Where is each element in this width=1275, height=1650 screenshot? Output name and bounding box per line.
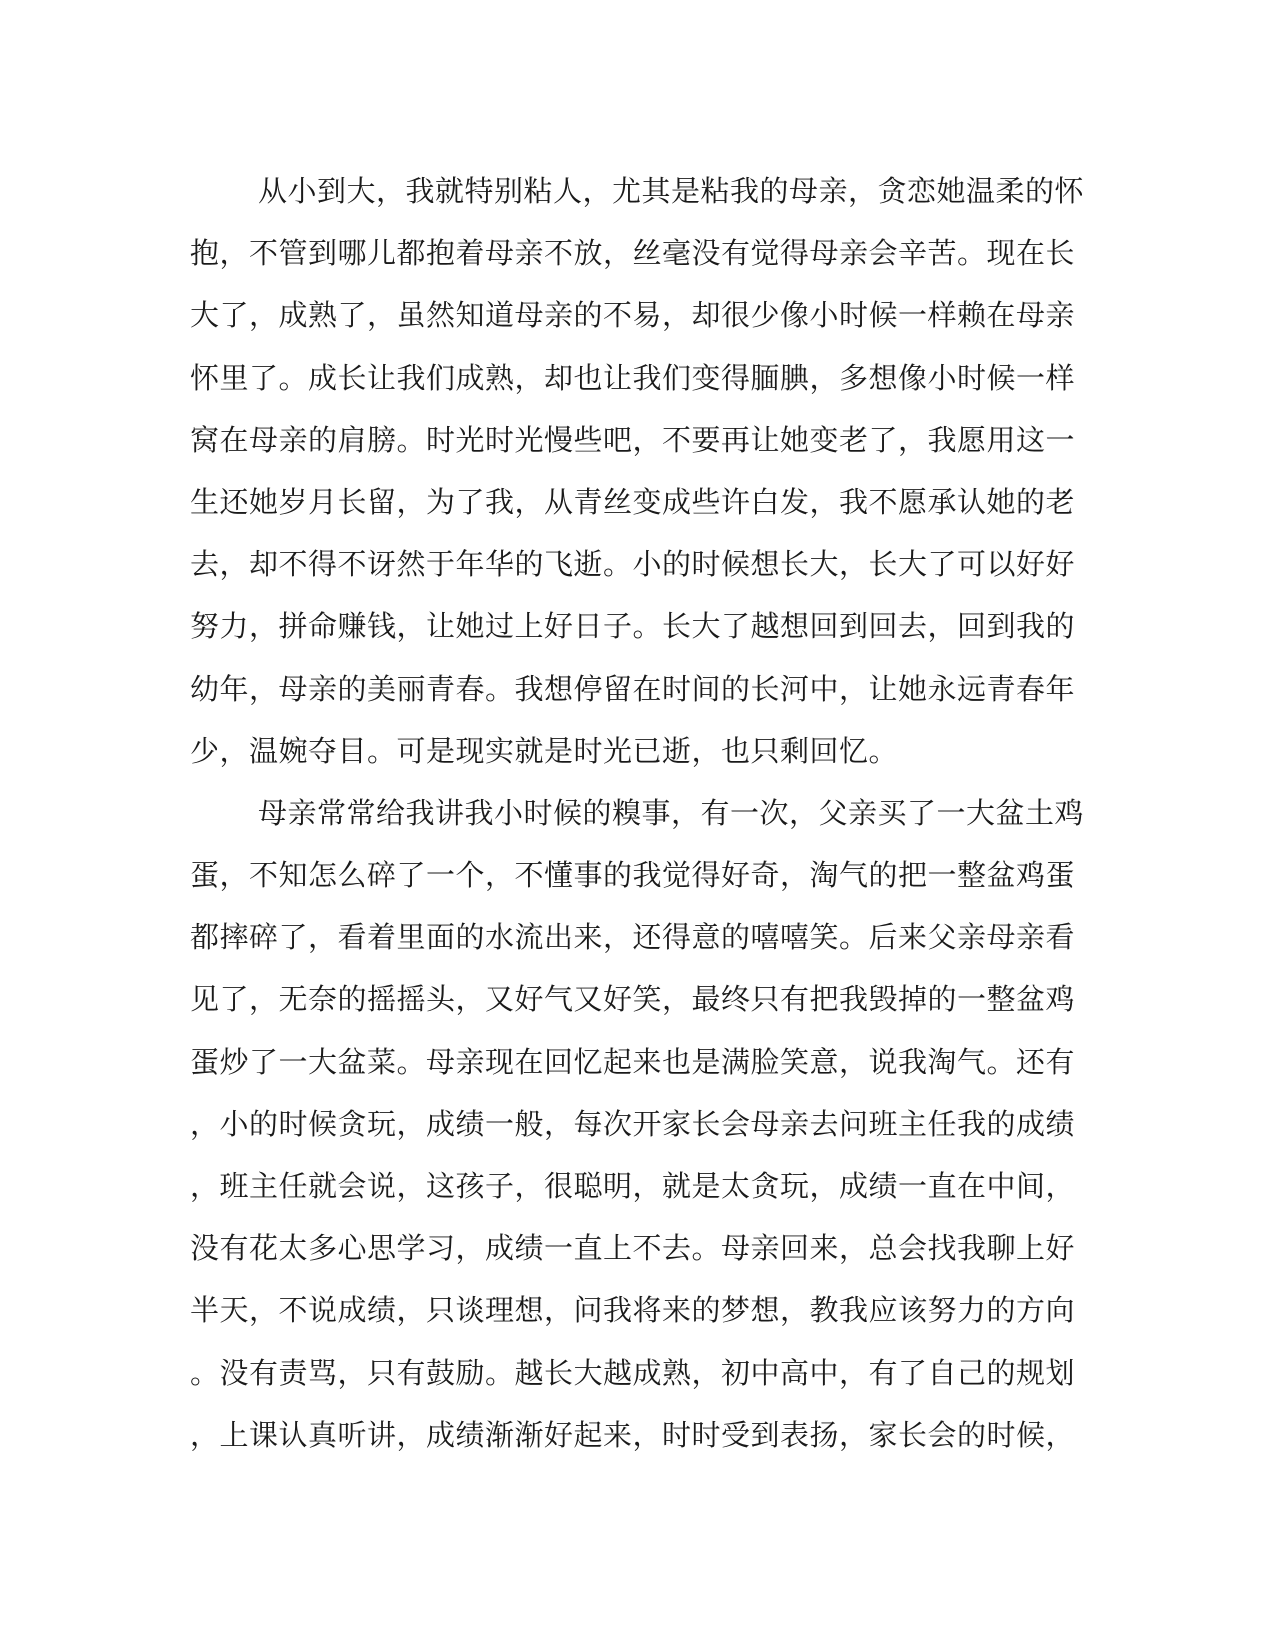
text-line: 半天，不说成绩，只谈理想，问我将来的梦想，教我应该努力的方向 xyxy=(190,1293,1076,1328)
text-line: 母亲常常给我讲我小时候的糗事，有一次，父亲买了一大盆土鸡 xyxy=(258,795,1085,830)
text-line: 努力，拼命赚钱，让她过上好日子。长大了越想回到回去，回到我的 xyxy=(190,609,1076,644)
paragraph xyxy=(190,160,1090,782)
text-line: 大了，成熟了，虽然知道母亲的不易，却很少像小时候一样赖在母亲 xyxy=(190,298,1076,333)
text-line: 蛋，不知怎么碎了一个，不懂事的我觉得好奇，淘气的把一整盆鸡蛋 xyxy=(190,858,1076,893)
paragraph xyxy=(190,782,1090,1466)
text-line: 怀里了。成长让我们成熟，却也让我们变得腼腆，多想像小时候一样 xyxy=(190,360,1076,395)
text-line: ，上课认真听讲，成绩渐渐好起来，时时受到表扬，家长会的时候， xyxy=(190,1417,1076,1452)
body-text xyxy=(190,160,1090,1466)
text-line: 幼年，母亲的美丽青春。我想停留在时间的长河中，让她永远青春年 xyxy=(190,671,1076,706)
text-line: 蛋炒了一大盆菜。母亲现在回忆起来也是满脸笑意，说我淘气。还有 xyxy=(190,1044,1076,1079)
text-line: 见了，无奈的摇摇头，又好气又好笑，最终只有把我毁掉的一整盆鸡 xyxy=(190,982,1076,1017)
text-line: 都摔碎了，看着里面的水流出来，还得意的嘻嘻笑。后来父亲母亲看 xyxy=(190,920,1076,955)
text-line: 从小到大，我就特别粘人，尤其是粘我的母亲，贪恋她温柔的怀 xyxy=(258,174,1085,208)
text-line: 少，温婉夺目。可是现实就是时光已逝，也只剩回忆。 xyxy=(190,733,899,768)
text-line: ，班主任就会说，这孩子，很聪明，就是太贪玩，成绩一直在中间， xyxy=(190,1169,1076,1203)
text-line: 窝在母亲的肩膀。时光时光慢些吧，不要再让她变老了，我愿用这一 xyxy=(190,422,1076,457)
text-line: 。没有责骂，只有鼓励。越长大越成熟，初中高中，有了自己的规划 xyxy=(190,1355,1076,1390)
text-line: 生还她岁月长留，为了我，从青丝变成些许白发，我不愿承认她的老 xyxy=(190,484,1076,519)
text-line: 没有花太多心思学习，成绩一直上不去。母亲回来，总会找我聊上好 xyxy=(190,1231,1076,1266)
text-line: 去，却不得不讶然于年华的飞逝。小的时候想长大，长大了可以好好 xyxy=(190,547,1076,582)
text-line: 抱，不管到哪儿都抱着母亲不放，丝毫没有觉得母亲会辛苦。现在长 xyxy=(190,236,1076,271)
text-line: ，小的时候贪玩，成绩一般，每次开家长会母亲去问班主任我的成绩 xyxy=(190,1106,1076,1141)
